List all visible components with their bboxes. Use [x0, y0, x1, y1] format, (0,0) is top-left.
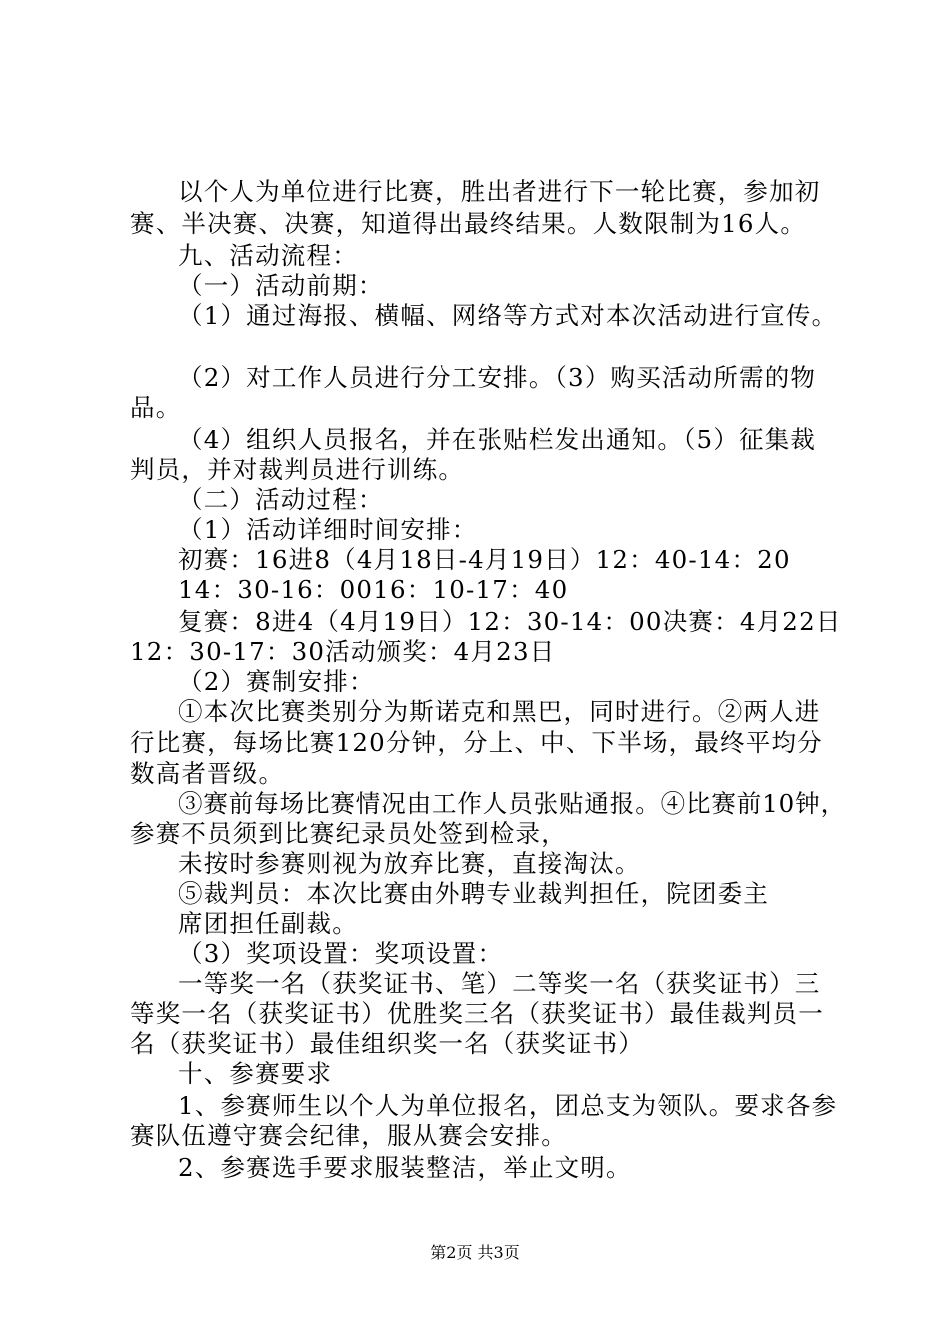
text-line: 2、参赛选手要求服装整洁，举止文明。 — [178, 1153, 632, 1182]
text-line: 品。 — [130, 393, 182, 422]
subsection-heading: （一）活动前期： — [178, 271, 384, 300]
text-line: 数高者晋级。 — [130, 759, 285, 788]
text-line: 未按时参赛则视为放弃比赛，直接淘汰。 — [178, 849, 641, 878]
text-line: （2）赛制安排： — [178, 667, 375, 696]
text-line: 复赛：8进4（4月19日）12：30-14：00决赛：4月22日 — [178, 607, 842, 636]
page-footer: 第2页 共3页 — [430, 1243, 520, 1262]
text-line: 等奖一名（获奖证书）优胜奖三名（获奖证书）最佳裁判员一 — [130, 999, 824, 1028]
text-line: （1）通过海报、横幅、网络等方式对本次活动进行宣传。 — [178, 301, 838, 330]
section-heading: 十、参赛要求 — [178, 1059, 333, 1088]
text-line: 名（获奖证书）最佳组织奖一名（获奖证书） — [130, 1029, 644, 1058]
text-line: （1）活动详细时间安排： — [178, 515, 478, 544]
text-line: 判员，并对裁判员进行训练。 — [130, 455, 465, 484]
text-line: ①本次比赛类别分为斯诺克和黑巴，同时进行。②两人进 — [178, 697, 821, 726]
text-line: 赛队伍遵守赛会纪律，服从赛会安排。 — [130, 1121, 567, 1150]
text-line: 一等奖一名（获奖证书、笔）二等奖一名（获奖证书）三 — [178, 969, 821, 998]
text-line: 参赛不员须到比赛纪录员处签到检录， — [130, 819, 567, 848]
section-heading: 九、活动流程： — [178, 241, 358, 270]
text-line: ③赛前每场比赛情况由工作人员张贴通报。④比赛前10钟， — [178, 789, 846, 818]
text-line: 初赛：16进8（4月18日-4月19日）12：40-14：20 — [178, 545, 791, 574]
text-line: 1、参赛师生以个人为单位报名，团总支为领队。要求各参 — [178, 1091, 838, 1120]
text-line: （2）对工作人员进行分工安排。（3）购买活动所需的物 — [178, 363, 817, 392]
text-line: ⑤裁判员：本次比赛由外聘专业裁判担任，院团委主 — [178, 879, 770, 908]
text-line: 行比赛，每场比赛120分钟，分上、中、下半场，最终平均分 — [130, 728, 823, 757]
text-line: 赛、半决赛、决赛，知道得出最终结果。人数限制为16人。 — [130, 209, 807, 238]
text-line: （4）组织人员报名，并在张贴栏发出通知。（5）征集裁 — [178, 425, 817, 454]
text-line: 以个人为单位进行比赛，胜出者进行下一轮比赛，参加初 — [178, 177, 821, 206]
text-line: 14：30-16：0016：10-17：40 — [178, 575, 569, 604]
subsection-heading: （二）活动过程： — [178, 485, 384, 514]
text-line: （3）奖项设置：奖项设置： — [178, 939, 504, 968]
text-line: 席团担任副裁。 — [178, 909, 358, 938]
text-line: 12：30-17：30活动颁奖：4月23日 — [130, 637, 556, 666]
